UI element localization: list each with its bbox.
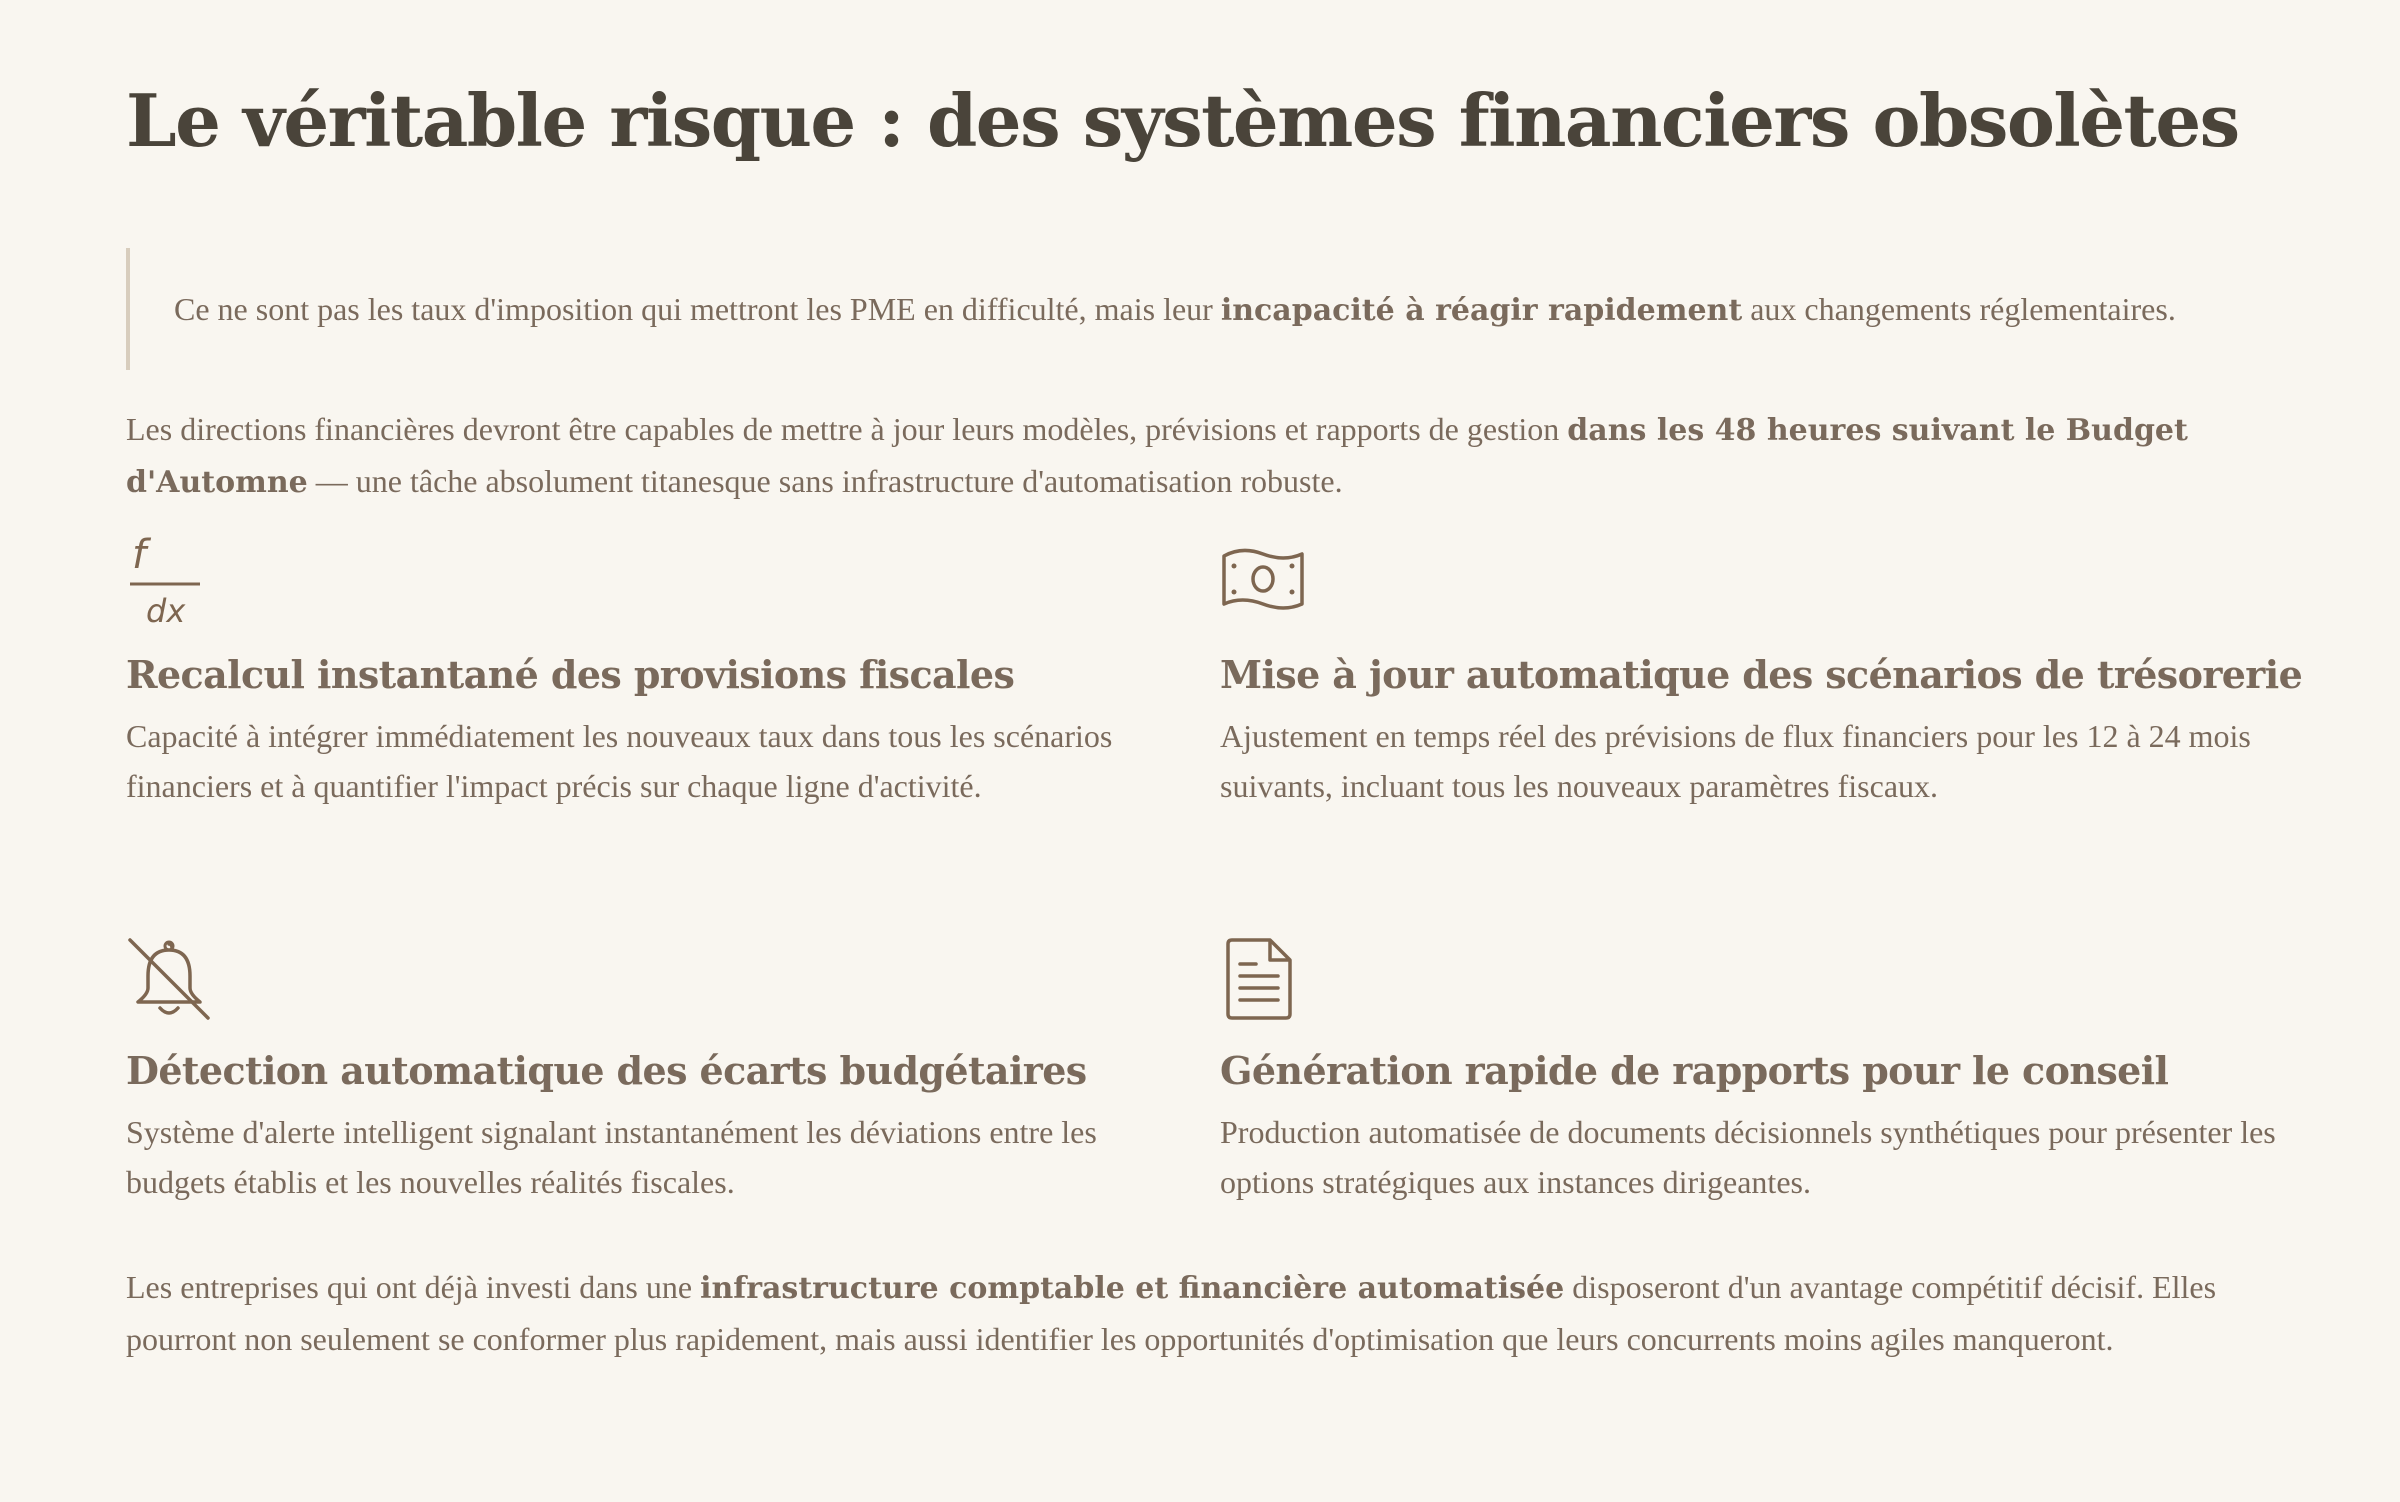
intro-text-bold: dans les 48 heures suivant le Budget d'Automne bbox=[126, 413, 2188, 500]
feature-text: Production automatisée de documents décisionnels synthétiques pour présenter les options stratégiques aux instances dirigeantes. bbox=[1220, 1114, 2276, 1200]
feature-title: Génération rapide de rapports pour le conseil bbox=[1220, 1048, 2169, 1093]
feature-recalcul bbox=[126, 536, 1186, 811]
feature-text: Capacité à intégrer immédiatement les nouveaux taux dans tous les scénarios financiers et à quantifier l'impact précis sur chaque ligne d'activité. bbox=[126, 718, 1113, 804]
function-icon-top-text: f bbox=[132, 536, 147, 578]
outro-text-after: disposeront d'un avantage compétitif décisif. Elles pourront non seulement se conformer plus rapidement, mais aussi identifier les opportunités d'optimisation que leurs concurrents moins agiles manqueront. bbox=[126, 1269, 2217, 1357]
feature-tresorerie bbox=[1220, 536, 2303, 811]
function-icon-bottom-text: dx bbox=[146, 592, 186, 626]
feature-text: Ajustement en temps réel des prévisions de flux financiers pour les 12 à 24 mois suivants, incluant tous les nouveaux paramètres fiscaux. bbox=[1220, 718, 2251, 804]
function-icon bbox=[126, 536, 202, 626]
conclusion-paragraph bbox=[126, 1262, 2286, 1364]
intro-text-after: — une tâche absolument titanesque sans infrastructure d'automatisation robuste. bbox=[307, 463, 1343, 499]
document-icon bbox=[1220, 936, 1296, 1022]
quote-text-after: aux changements réglementaires. bbox=[1742, 290, 2176, 327]
intro-text-before: Les directions financières devront être capables de mettre à jour leurs modèles, prévisions et rapports de gestion bbox=[126, 411, 1568, 447]
quote-text-before: Ce ne sont pas les taux d'imposition qui mettront les PME en difficulté, mais leur bbox=[174, 290, 1221, 327]
outro-text-before: Les entreprises qui ont déjà investi dans une bbox=[126, 1269, 701, 1305]
feature-rapports bbox=[1220, 936, 2280, 1207]
quote-text-bold: incapacité à réagir rapidement bbox=[1220, 292, 1743, 328]
intro-paragraph bbox=[126, 404, 2286, 508]
feature-text: Système d'alerte intelligent signalant instantanément les déviations entre les budgets établis et les nouvelles réalités fiscales. bbox=[126, 1114, 1097, 1200]
banknote-icon bbox=[1220, 536, 1306, 626]
feature-title: Mise à jour automatique des scénarios de trésorerie bbox=[1220, 652, 2303, 697]
bell-off-icon bbox=[126, 936, 212, 1022]
page-title: Le véritable risque : des systèmes financiers obsolètes bbox=[126, 78, 2239, 163]
outro-text-bold: infrastructure comptable et financière automatisée bbox=[700, 1271, 1565, 1306]
pull-quote bbox=[126, 248, 2286, 370]
feature-title: Détection automatique des écarts budgétaires bbox=[126, 1048, 1087, 1093]
feature-title: Recalcul instantané des provisions fiscales bbox=[126, 652, 1015, 697]
feature-ecarts bbox=[126, 936, 1186, 1207]
